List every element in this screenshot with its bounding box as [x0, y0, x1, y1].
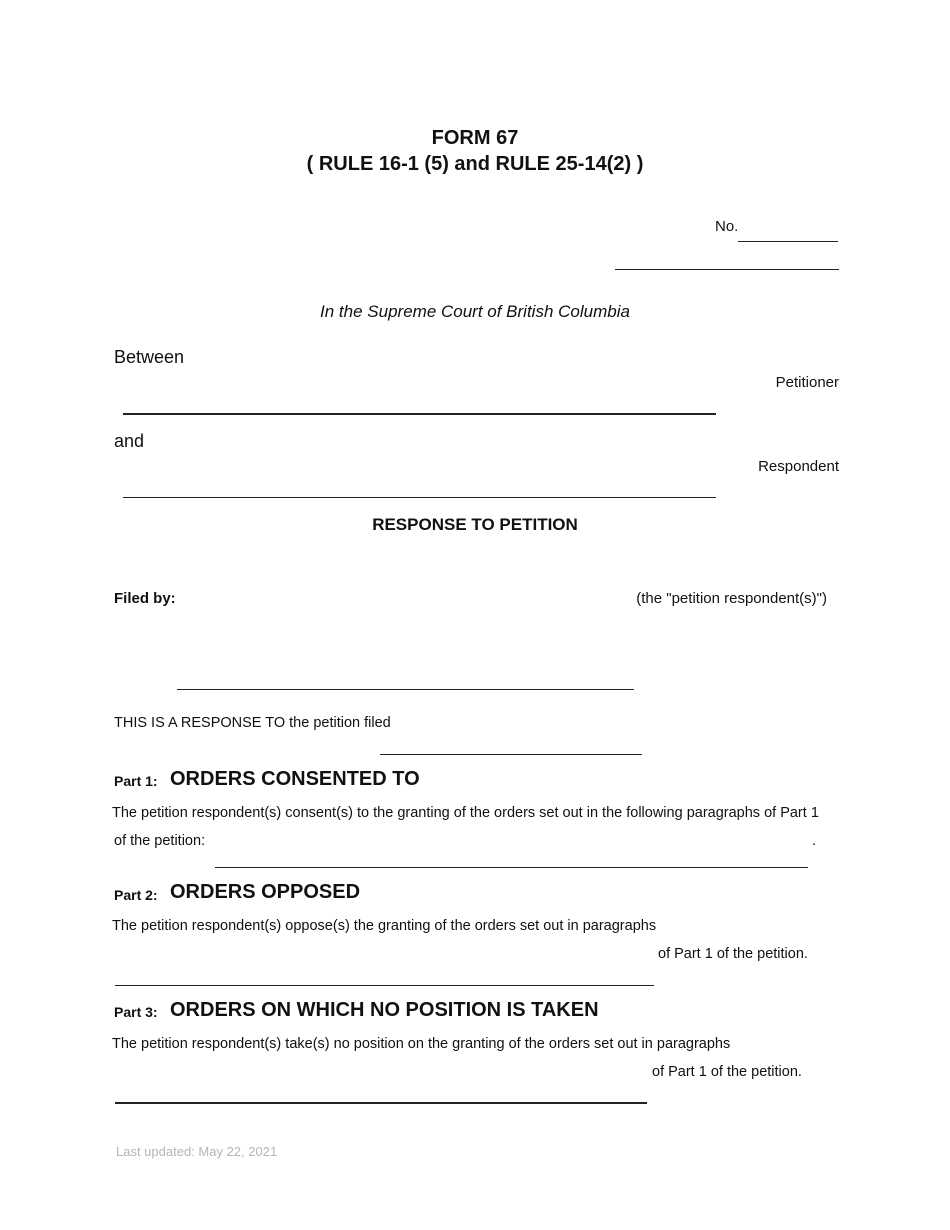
part2-text-continued: of Part 1 of the petition. — [658, 946, 808, 962]
court-name: In the Supreme Court of British Columbia — [320, 302, 630, 321]
petition-respondent-definition: (the "petition respondent(s)") — [636, 590, 827, 607]
part2-label: Part 2: — [114, 887, 158, 903]
petitioner-label: Petitioner — [775, 374, 839, 391]
part3-text: The petition respondent(s) take(s) no position on the granting of the orders set out in paragraphs — [112, 1036, 731, 1052]
court-no-label: No. — [715, 218, 739, 235]
part2-title: ORDERS OPPOSED — [170, 881, 361, 903]
part1-text: The petition respondent(s) consent(s) to the granting of the orders set out in the following paragraphs of Part 1 — [112, 805, 819, 821]
filed-by-label: Filed by: — [114, 590, 176, 607]
registry-field[interactable] — [615, 269, 839, 270]
court-no-field[interactable] — [738, 241, 838, 242]
document-heading: RESPONSE TO PETITION — [372, 515, 578, 534]
form-rule: ( RULE 16-1 (5) and RULE 25-14(2) ) — [306, 153, 644, 175]
last-updated-note: Last updated: May 22, 2021 — [116, 1144, 278, 1159]
response-statement: THIS IS A RESPONSE TO the petition filed — [114, 715, 391, 731]
petition-filed-date-field[interactable] — [380, 754, 642, 755]
part1-title: ORDERS CONSENTED TO — [170, 768, 420, 790]
part2-text: The petition respondent(s) oppose(s) the granting of the orders set out in paragraphs — [112, 918, 657, 934]
and-label: and — [114, 431, 145, 451]
part3-text-continued: of Part 1 of the petition. — [652, 1064, 802, 1080]
part1-text-continued: of the petition: — [114, 833, 206, 849]
part1-paragraphs-field[interactable] — [215, 867, 808, 868]
filed-by-name-field[interactable] — [177, 689, 634, 690]
part3-label: Part 3: — [114, 1004, 158, 1020]
respondent-label: Respondent — [758, 458, 839, 475]
part3-title: ORDERS ON WHICH NO POSITION IS TAKEN — [170, 999, 599, 1021]
petitioner-name-field[interactable] — [123, 413, 716, 415]
form-title: FORM 67 — [431, 127, 519, 149]
respondent-name-field[interactable] — [123, 497, 716, 498]
part2-paragraphs-field[interactable] — [115, 985, 654, 986]
between-label: Between — [114, 347, 185, 367]
part3-paragraphs-field[interactable] — [115, 1102, 647, 1104]
part1-label: Part 1: — [114, 773, 158, 789]
part1-period: . — [812, 833, 817, 849]
